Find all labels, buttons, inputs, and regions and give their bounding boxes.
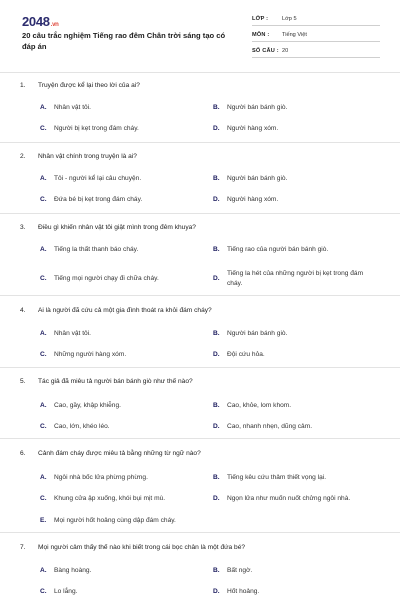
option-letter: B. [213,474,220,481]
option-letter: C. [40,588,47,595]
divider [0,367,400,368]
divider [0,72,400,73]
option-letter: C. [40,275,47,282]
option-text: Những người hàng xóm. [54,351,127,358]
question-number: 5. [20,378,26,385]
option-text: Tiếng mọi người chạy đi chữa cháy. [54,275,159,282]
meta-label: LỚP : [252,15,269,22]
option-text: Nhân vật tôi. [54,104,92,111]
option-text: Người hàng xóm. [227,125,279,132]
option-letter: D. [213,351,220,358]
option-letter: C. [40,351,47,358]
divider [0,438,400,439]
option-letter: D. [213,275,220,282]
option-text: Ngôi nhà bốc lửa phừng phừng. [54,474,148,481]
option-text: Tiếng la thất thanh báo cháy. [54,246,139,253]
site-logo[interactable] [22,14,59,29]
option-text: Đứa bé bị kẹt trong đám cháy. [54,196,143,203]
question-number: 2. [20,153,26,160]
option-letter: B. [213,104,220,111]
option-letter: C. [40,495,47,502]
option-letter: A. [40,330,47,337]
option-text: Bất ngờ. [227,567,253,574]
option-text: Tiếng la hét của những người bị kẹt trong đám cháy. [227,270,364,287]
option-letter: D. [213,588,220,595]
option-letter: B. [213,330,220,337]
option-text: Người bán bánh giò. [227,175,288,182]
question-number: 4. [20,307,26,314]
document-meta [252,12,380,58]
divider [0,295,400,296]
option-letter: E. [40,517,47,524]
question-number: 7. [20,544,26,551]
question-text [20,544,245,551]
question-text [20,378,193,385]
option-text: Cao, nhanh nhẹn, dũng cảm. [227,423,313,430]
option-text: Cao, lớn, khéo léo. [54,423,110,430]
question-text [20,153,137,160]
option-letter: C. [40,125,47,132]
option-letter: B. [213,567,220,574]
question-stem: Ai là người đã cứu cả một gia đình thoát ra khỏi đám cháy? [38,307,212,314]
question-text [20,450,201,457]
logo-suffix: .vn [50,22,59,28]
option-text: Tôi - người kể lại câu chuyện. [54,175,142,182]
option-letter: C. [40,196,47,203]
logo-text: 2048 [22,14,50,29]
option-letter: D. [213,423,220,430]
meta-value: Tiếng Việt [282,31,307,38]
divider [0,532,400,533]
question-stem: Cảnh đám cháy được miêu tả bằng những từ ngữ nào? [38,450,201,457]
page-title: 20 câu trắc nghiệm Tiếng rao đêm Chân trời sáng tạo có đáp án [22,31,226,51]
option-text: Lo lắng. [54,588,78,595]
option-letter: A. [40,567,47,574]
question-text [20,82,140,89]
divider [0,213,400,214]
option-text: Người bán bánh giò. [227,330,288,337]
option-letter: B. [213,402,220,409]
meta-row-count [252,44,380,58]
option-text: Cao, khỏe, lom khom. [227,402,292,409]
option-letter: B. [213,175,220,182]
option-text: Tiếng kêu cứu thảm thiết vọng lại. [227,474,327,481]
option-text: Cao, gầy, khập khiễng. [54,402,121,409]
question-number: 1. [20,82,26,89]
option-text: Mọi người hốt hoảng cùng dập đám cháy. [54,517,176,524]
question-stem: Tác giả đã miêu tả người bán bánh giò như thế nào? [38,378,193,385]
option-letter: A. [40,246,47,253]
meta-label: SỐ CÂU : [252,47,279,54]
option-text: Ngọn lửa như muốn nuốt chửng ngôi nhà. [227,495,351,502]
meta-label: MÔN : [252,31,270,38]
question-number: 6. [20,450,26,457]
option-letter: D. [213,125,220,132]
option-text: Nhân vật tôi. [54,330,92,337]
option-text: Người bán bánh giò. [227,104,288,111]
divider [0,142,400,143]
question-text [20,307,212,314]
question-stem: Mọi người cảm thấy thế nào khi biết trong cái bọc chân là một đứa bé? [38,544,246,551]
option-text: Bàng hoàng. [54,567,92,574]
option-letter: B. [213,246,220,253]
option-letter: C. [40,423,47,430]
option-letter: A. [40,402,47,409]
option-letter: A. [40,474,47,481]
question-number: 3. [20,224,26,231]
question-stem: Truyện được kể lại theo lời của ai? [38,82,140,89]
option-text: Người hàng xóm. [227,196,279,203]
option-text: Người bị kẹt trong đám cháy. [54,125,139,132]
option-text: Tiếng rao của người bán bánh giò. [227,246,329,253]
meta-value: Lớp 5 [282,15,297,22]
option-text: Đội cứu hỏa. [227,351,265,358]
meta-value: 20 [282,47,289,54]
question-text [20,224,196,231]
option-text: Hốt hoảng. [227,588,260,595]
option-letter: A. [40,104,47,111]
meta-row-class [252,12,380,26]
document-header [0,0,400,72]
option-text: Khung cửa ập xuống, khói bụi mịt mù. [54,495,166,502]
option-letter: A. [40,175,47,182]
question-stem: Nhân vật chính trong truyện là ai? [38,153,137,160]
option-letter: D. [213,196,220,203]
option-letter: D. [213,495,220,502]
question-stem: Điều gì khiến nhân vật tôi giật mình trong đêm khuya? [38,224,196,231]
meta-row-subject [252,28,380,42]
